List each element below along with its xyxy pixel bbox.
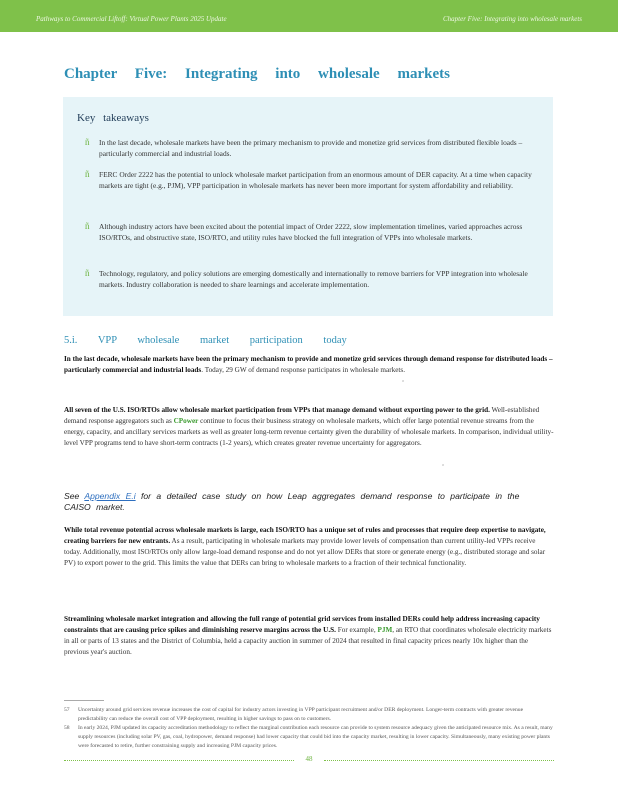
header-chapter-title: Chapter Five: Integrating into wholesale markets: [442, 15, 582, 23]
paragraph-3-lead: While total revenue potential across wholesale markets is large, each ISO/RTO has a unique set of rules and processes that require deep expertise to navigate, creating barriers for new entrants.: [64, 526, 546, 545]
takeaway-item: [85, 169, 539, 191]
footnote-divider: [64, 700, 104, 701]
paragraph-1-lead: In the last decade, wholesale markets have been the primary mechanism to provide and monetize grid services through demand response for distributed loads – particularly commercial and industrial loads: [64, 355, 553, 374]
pjm-link[interactable]: PJM: [377, 626, 393, 634]
takeaway-item: [85, 221, 539, 243]
paragraph-4: [64, 614, 554, 658]
paragraph-2: [64, 405, 554, 449]
paragraph-4-body: , an RTO that coordinates wholesale electricity markets in all or parts of 13 states and the District of Columbia, held a capacity auction in summer of 2024 that resulted in final capacity prices nearly 10x higher than the previous year's auction.: [64, 626, 552, 656]
bullet-icon: ñ: [85, 268, 90, 278]
bullet-icon: ñ: [85, 221, 90, 231]
paragraph-4-mid: For example,: [335, 626, 378, 634]
footnote-text: Uncertainty around grid services revenue increases the cost of capital for industry actors investing in VPP participant recruitment and/or DER deployment. Longer-term contracts with greater revenue predictability can reduce the overall cost of VPP deployment, resulting in higher savings to pass on to customers.: [78, 707, 524, 722]
paragraph-1-body: . Today, 29 GW of demand response participates in wholesale markets.: [201, 366, 405, 374]
see-appendix-note: [64, 491, 534, 513]
paragraph-2-lead: All seven of the U.S. ISO/RTOs allow wholesale market participation from VPPs that manage demand without exporting power to the grid.: [64, 406, 490, 414]
chapter-title: Chapter Five: Integrating into wholesale markets: [64, 66, 450, 82]
cpower-link[interactable]: CPower: [173, 417, 199, 425]
takeaway-text: Although industry actors have been excited about the potential impact of Order 2222, slow implementation timelines, varied approaches across ISO/RTOs, and obstructive state, ISO/RTO, and utility rules have blocked the full integration of VPPs into wholesale markets.: [99, 222, 523, 242]
paragraph-1: [64, 354, 554, 376]
footnote: [64, 706, 554, 724]
see-prefix: See: [64, 491, 85, 501]
footnote: [64, 724, 554, 751]
paragraph-2-body: continue to focus their business strategy on wholesale markets, which offer large potential revenue streams from the energy, capacity, and ancillary services markets as well as greater long-term revenue certainty given the durability of wholesale markets. In comparison, individual utility-level VPP programs tend to have short-term contracts (1-2 years), which creates greater revenue uncertainty for aggregators.: [64, 417, 554, 447]
section-title: 5.i. VPP wholesale market participation today: [64, 335, 347, 346]
footnote-number: 58: [64, 725, 70, 731]
takeaway-text: In the last decade, wholesale markets have been the primary mechanism to provide and monetize grid services from distributed flexible loads – particularly commercial and industrial loads.: [99, 138, 523, 158]
see-suffix: for a detailed case study on how Leap aggregates demand response to participate in the CAISO market.: [64, 491, 520, 512]
takeaway-text: FERC Order 2222 has the potential to unlock wholesale market participation from an enormous amount of DER capacity. At a time when capacity markets are tight (e.g., PJM), VPP participation in wholesale markets has never been more important for system affordability and reliability.: [99, 170, 532, 190]
footnote-number: 57: [64, 707, 70, 713]
footer-divider-right: [324, 760, 554, 761]
page-number: 48: [305, 755, 313, 763]
takeaway-item: [85, 137, 539, 159]
header-bar: [0, 0, 618, 32]
takeaway-text: Technology, regulatory, and policy solutions are emerging domestically and internationally to remove barriers for VPP integration into wholesale markets. Industry collaboration is needed to share learnings and accelerate implementation.: [99, 269, 528, 289]
paragraph-4-lead: Streamlining wholesale market integration and allowing the full range of potential grid services from installed DERs could help address increasing capacity constraints that are causing price spikes and diminishing reserve margins across the U.S.: [64, 615, 540, 634]
paragraph-3: [64, 525, 554, 569]
header-report-title: Pathways to Commercial Liftoff: Virtual Power Plants 2025 Update: [36, 15, 227, 23]
footnote-text: In early 2024, PJM updated its capacity accreditation methodology to reflect the marginal contribution each resource can provide to system resource adequacy given the anticipated resource mix. As a result, many supply resources (including solar PV, gas, coal, hydropower, demand response) had lower capacity that could bid into the capacity market, resulting in lower capacity. Simultaneously, many existing power plants were forecasted to retire, further constraining supply and increasing PJM capacity prices.: [78, 725, 553, 749]
key-takeaways-title: Key takeaways: [77, 112, 149, 124]
key-takeaways-box: [63, 97, 553, 316]
paragraph-2-mid: Well-established demand response aggregators such as: [64, 406, 540, 425]
bullet-icon: ñ: [85, 169, 90, 179]
footer-divider-left: [64, 760, 294, 761]
bullet-icon: ñ: [85, 137, 90, 147]
takeaway-item: [85, 268, 539, 290]
paragraph-3-body: As a result, participating in wholesale markets may provide lower levels of compensation than current utility-led VPPs receive today. Additionally, most ISO/RTOs only allow large-load demand response and do not yet allow DERs that store or generate energy (e.g., distributed storage and solar PV) to export power to the grid. This limits the value that DERs can bring to wholesale markets to a fraction of their technical functionality.: [64, 537, 546, 567]
appendix-link[interactable]: Appendix E.i: [84, 491, 136, 501]
